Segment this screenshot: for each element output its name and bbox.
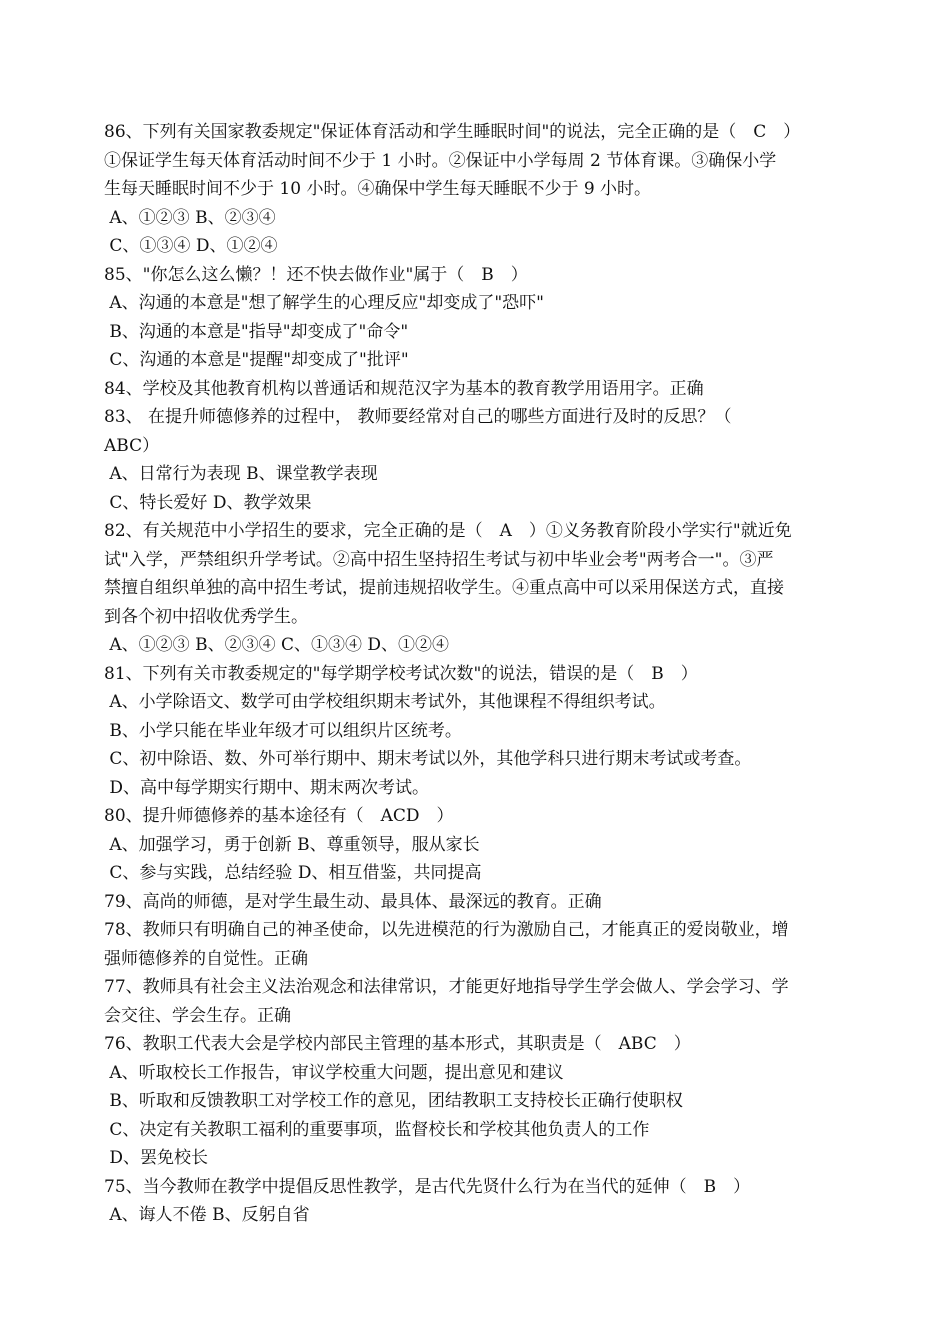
q83-options-ab: A、日常行为表现 B、课堂教学表现 (104, 464, 378, 484)
q85-stem: 85、"你怎么这么懒？！还不快去做作业"属于（ B ） (104, 264, 528, 285)
q86-stem-cont-1: ①保证学生每天体育活动时间不少于 1 小时。②保证中小学每周 2 节体育课。③确保小学 (104, 150, 777, 171)
q81-option-a: A、小学除语文、数学可由学校组织期末考试外，其他课程不得组织考试。 (104, 692, 666, 712)
q77-statement-cont: 会交往、学会生存。正确 (104, 1005, 291, 1026)
q86-stem-cont-2: 生每天睡眠时间不少于 10 小时。④确保中学生每天睡眠不少于 9 小时。 (104, 179, 652, 199)
q81-stem: 81、下列有关市教委规定的"每学期学校考试次数"的说法，错误的是（ B ） (104, 663, 698, 684)
q82-stem-cont-3: 到各个初中招收优秀学生。 (104, 606, 308, 627)
q80-stem: 80、提升师德修养的基本途径有（ ACD ） (104, 806, 454, 826)
q82-stem-cont-2: 禁擅自组织单独的高中招生考试，提前违规招收学生。④重点高中可以采用保送方式，直接 (104, 578, 784, 598)
document-page (104, 118, 850, 1230)
q81-option-b: B、小学只能在毕业年级才可以组织片区统考。 (104, 720, 462, 741)
q83-stem: 83、 在提升师德修养的过程中， 教师要经常对自己的哪些方面进行及时的反思？（ (104, 407, 732, 427)
q86-options-ab: A、①②③ B、②③④ (104, 207, 276, 228)
q85-option-b: B、沟通的本意是"指导"却变成了"命令" (104, 321, 409, 342)
q83-options-cd: C、特长爱好 D、教学效果 (104, 492, 312, 513)
q84-statement: 84、学校及其他教育机构以普通话和规范汉字为基本的教育教学用语用字。正确 (104, 378, 704, 399)
q76-option-b: B、听取和反馈教职工对学校工作的意见，团结教职工支持校长正确行使职权 (104, 1091, 683, 1111)
q75-stem: 75、当今教师在教学中提倡反思性教学，是古代先贤什么行为在当代的延伸（ B ） (104, 1176, 751, 1197)
q76-option-a: A、听取校长工作报告，审议学校重大问题，提出意见和建议 (104, 1062, 564, 1083)
q80-options-cd: C、参与实践，总结经验 D、相互借鉴，共同提高 (104, 863, 482, 883)
q82-stem: 82、有关规范中小学招生的要求，完全正确的是（ A ）①义务教育阶段小学实行"就近免 (104, 521, 792, 541)
q81-option-d: D、高中每学期实行期中、期末两次考试。 (104, 777, 430, 798)
q76-option-c: C、决定有关教职工福利的重要事项，监督校长和学校其他负责人的工作 (104, 1119, 650, 1140)
q79-statement: 79、高尚的师德，是对学生最生动、最具体、最深远的教育。正确 (104, 891, 602, 912)
q80-options-ab: A、加强学习，勇于创新 B、尊重领导，服从家长 (104, 834, 480, 855)
q85-option-c: C、沟通的本意是"提醒"却变成了"批评" (104, 350, 409, 370)
q82-options: A、①②③ B、②③④ C、①③④ D、①②④ (104, 635, 450, 655)
q75-options-ab: A、诲人不倦 B、反躬自省 (104, 1205, 310, 1225)
q77-statement: 77、教师具有社会主义法治观念和法律常识，才能更好地指导学生学会做人、学会学习、学 (104, 977, 789, 997)
q82-stem-cont-1: 试"入学，严禁组织升学考试。②高中招生坚持招生考试与初中毕业会考"两考合一"。③严 (104, 549, 774, 570)
q76-stem: 76、教职工代表大会是学校内部民主管理的基本形式，其职责是（ ABC ） (104, 1034, 691, 1054)
q86-options-cd: C、①③④ D、①②④ (104, 236, 278, 256)
q86-stem: 86、下列有关国家教委规定"保证体育活动和学生睡眠时间"的说法，完全正确的是（ C ） (104, 122, 801, 142)
q83-answer: ABC） (104, 435, 160, 456)
q81-option-c: C、初中除语、数、外可举行期中、期末考试以外，其他学科只进行期末考试或考查。 (104, 749, 752, 769)
q78-statement-cont: 强师德修养的自觉性。正确 (104, 948, 308, 969)
q76-option-d: D、罢免校长 (104, 1148, 209, 1168)
q78-statement: 78、教师只有明确自己的神圣使命，以先进模范的行为激励自己，才能真正的爱岗敬业，增 (104, 920, 789, 940)
q85-option-a: A、沟通的本意是"想了解学生的心理反应"却变成了"恐吓" (104, 293, 544, 313)
